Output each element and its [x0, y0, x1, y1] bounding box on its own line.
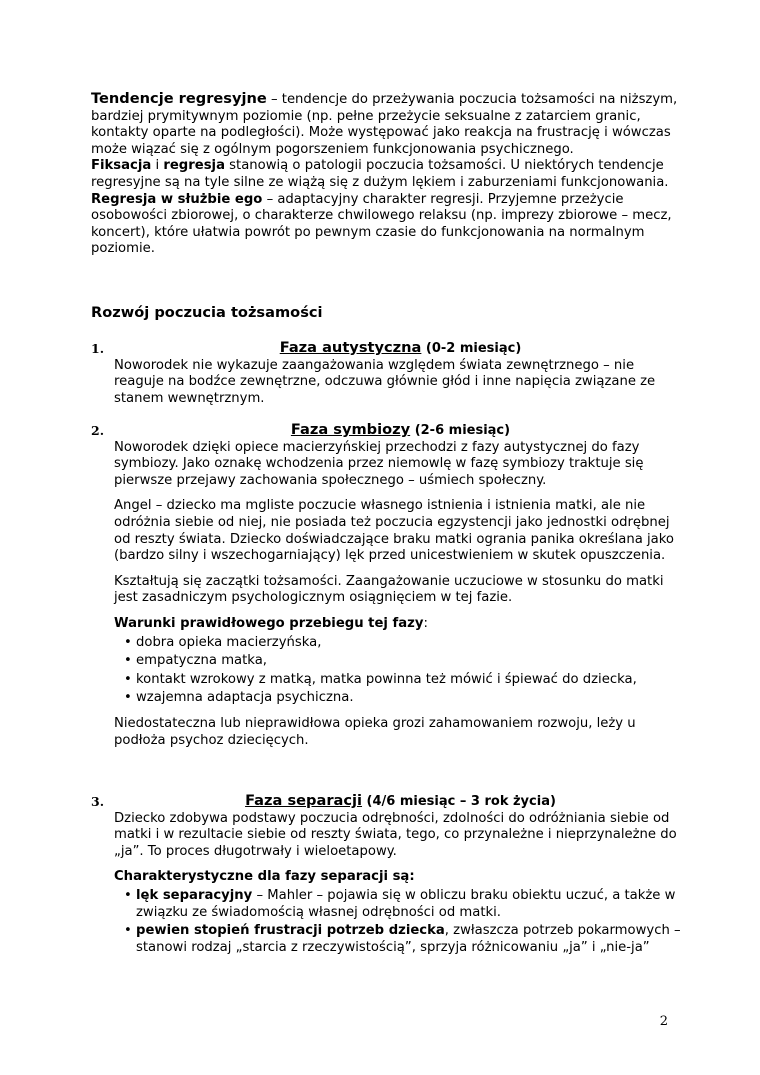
- section-heading: Rozwój poczucia tożsamości: [91, 304, 323, 321]
- phase-3: [91, 793, 686, 965]
- list-item: • wzajemna adaptacja psychiczna.: [124, 690, 686, 707]
- phase-range: (4/6 miesiąc – 3 rok życia): [362, 794, 556, 809]
- list-number: 3.: [91, 794, 105, 809]
- characteristics-heading: Charakterystyczne dla fazy separacji są:: [114, 869, 415, 885]
- colon: :: [423, 615, 428, 631]
- term-bold: lęk separacyjny: [136, 887, 253, 903]
- phase-paragraph: Dziecko zdobywa podstawy poczucia odrębności, zdolności do odróżniania siebie od matki i w rezultacie siebie od reszty świata, tego, co przynależne i nieprzynależne do „ja”. To proces długotrwały i wieloetapowy.: [114, 810, 677, 859]
- phase-paragraph: Niedostateczna lub nieprawidłowa opieka grozi zahamowaniem rozwoju, leży u podłoża psychoz dziecięcych.: [114, 715, 636, 748]
- phase-range: (0-2 miesiąc): [421, 341, 522, 356]
- regressive-tendencies-paragraph: [91, 91, 686, 158]
- item-text: , zwłaszcza potrzeb pokarmowych – stanowi rodzaj „starcia z rzeczywistością”, sprzyja różnicowaniu „ja” i „nie-ja”: [136, 923, 681, 955]
- term-bold: pewien stopień frustracji potrzeb dziecka: [136, 923, 445, 939]
- list-item: • dobra opieka macierzyńska,: [124, 635, 686, 652]
- paragraph-text: stanowią o patologii poczucia tożsamości. U niektórych tendencje regresyjne są na tyle silne ze wiążą się z dużym lękiem i zaburzeniami funkcjonowania.: [91, 158, 669, 190]
- intro-section: [91, 91, 686, 258]
- phase-title: [91, 422, 686, 440]
- list-item: [124, 923, 686, 956]
- phase-range: (2-6 miesiąc): [410, 423, 511, 438]
- phase-paragraph: Kształtują się zaczątki tożsamości. Zaangażowanie uczuciowe w stosunku do matki jest zasadniczym psychologicznym osiągnięciem w tej fazie.: [114, 573, 664, 606]
- phase-1: [91, 340, 686, 416]
- phase-name: Faza separacji: [245, 792, 363, 809]
- phase-name: Faza autystyczna: [279, 339, 422, 356]
- list-item: [124, 888, 686, 921]
- characteristics-list: [114, 888, 686, 956]
- phase-2: [91, 422, 686, 758]
- phase-title: [91, 793, 686, 811]
- term-bold: Fiksacja: [91, 158, 152, 174]
- fixation-paragraph: [91, 158, 686, 191]
- conditions-heading: [114, 616, 686, 633]
- phase-name: Faza symbiozy: [290, 421, 411, 438]
- list-number: 1.: [91, 341, 105, 356]
- paragraph-text: i: [151, 158, 164, 174]
- term-bold: Tendencje regresyjne: [91, 90, 267, 107]
- conditions-label: Warunki prawidłowego przebiegu tej fazy: [114, 615, 424, 631]
- paragraph-text: – adaptacyjny charakter regresji. Przyjemne przeżycie osobowości zbiorowej, o charakterze chwilowego relaksu (np. imprezy zbiorowe – mecz, koncert), które ułatwia powrót po pewnym czasie do funkcjonowania na normalnym poziomie.: [91, 191, 672, 257]
- phase-title: [91, 340, 686, 358]
- list-item: • kontakt wzrokowy z matką, matka powinna też mówić i śpiewać do dziecka,: [124, 672, 686, 689]
- paragraph-text: – tendencje do przeżywania poczucia tożsamości na niższym, bardziej prymitywnym poziomie (np. pełne przeżycie seksualne z zatarciem granic, kontakty oparte na podległości). Może występować jako reakcja na frustrację i wówczas może wiązać się z ogólnym pogorszeniem funkcjonowania psychicznego.: [91, 92, 678, 157]
- conditions-list: [114, 635, 686, 707]
- list-item: • empatyczna matka,: [124, 653, 686, 670]
- regression-ego-paragraph: [91, 192, 686, 258]
- item-text: – Mahler – pojawia się w obliczu braku obiektu uczuć, a także w związku ze świadomością własnej odrębności od matki.: [136, 887, 676, 920]
- term-bold: Regresja w służbie ego: [91, 191, 263, 207]
- phase-description: Noworodek nie wykazuje zaangażowania względem świata zewnętrznego – nie reaguje na bodźce zewnętrzne, odczuwa głównie głód i inne napięcia związane ze stanem wewnętrznym.: [114, 357, 656, 406]
- phase-paragraph: Noworodek dzięki opiece macierzyńskiej przechodzi z fazy autystycznej do fazy symbiozy. Jako oznakę wchodzenia przez niemowlę w fazę symbiozy traktuje się pierwsze przejawy zachowania społecznego – uśmiech społeczny.: [114, 439, 644, 488]
- term-bold: regresja: [163, 158, 225, 174]
- list-number: 2.: [91, 423, 105, 438]
- phase-paragraph: Angel – dziecko ma mgliste poczucie własnego istnienia i istnienia matki, ale nie odróżnia siebie od niej, nie posiada też poczucia egzystencji jako jednostki odrębnej od reszty świata. Dziecko doświadczające braku matki ograniа panika określana jako (bardzo silny i wszechogarniający) lęk przed unicestwieniem w skutek opuszczenia.: [114, 498, 674, 564]
- page-number: 2: [659, 1014, 668, 1029]
